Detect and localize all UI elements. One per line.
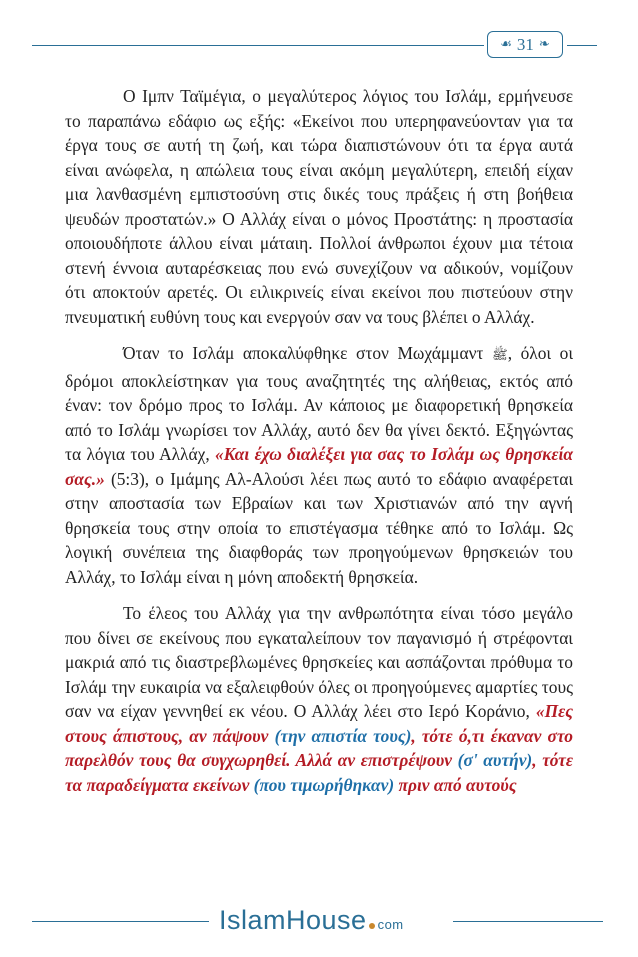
footer-rule-right xyxy=(453,921,603,922)
footer xyxy=(0,903,638,943)
paragraph-2-text: (5:3), ο Ιμάμης Αλ-Αλούσι λέει πως αυτό το εδάφιο αναφέρεται στην αποστασία των Εβραίων και των Χριστιανών από την αγνή θρησκεία τους στην οποία το επιστέγασμα τέθηκε από το Ισλάμ. Ως λογική συνέπεια της διαφθοράς των προηγούμενων θρησκειών του Αλλάχ, το Ισλάμ είναι η μόνη αποδεκτή θρησκεία. xyxy=(65,468,573,587)
footer-rule-left xyxy=(32,921,209,922)
header-rule-right xyxy=(567,45,597,46)
quote-clarification: (σ' αυτήν) xyxy=(457,750,533,770)
page-number: 31 xyxy=(516,34,534,54)
paragraph-1: Ο Ιμπν Ταϊμέγια, ο μεγαλύτερος λόγιος του Ισλάμ, ερμήνευσε το παραπάνω εδάφιο ως εξής: «Εκείνοι που υπερηφανεύονταν για τα έργα τους σε αυτή τη ζωή, και τώρα διαπιστώνουν ότι τα έργα αυτά είναι ανώφελα, η απώλεια τους είναι ακόμη μεγαλύτερη, επειδή είχαν μια λανθασμένη εμπιστοσύνη στις δικές τους πράξεις ή στη βοήθεια ψευδών προστατών.» Ο Αλλάχ είναι ο μόνος Προστάτης: η προστασία οποιουδήποτε άλλου είναι μάταιη. Πολλοί άνθρωποι έχουν μια τέτοια στενή έννοια αυταρέσκειας που ενώ συνεχίζουν να αδικούν, νομίζουν ότι αποκτούν αρετές. Οι ειλικρινείς είναι εκείνοι που πιστεύουν στην πνευματική ευθύνη τους και ενεργούν σαν να τους βλέπει ο Αλλάχ. xyxy=(65,86,573,327)
islamhouse-logo xyxy=(219,905,404,936)
quote-clarification: (την απιστία τους) xyxy=(274,725,412,746)
paragraph-2 xyxy=(65,341,573,589)
page-number-box xyxy=(487,31,563,58)
quran-quote: , τότε τα παραδείγματα εκείνων xyxy=(65,750,573,795)
quran-quote: πριν από αυτούς xyxy=(394,774,517,795)
ornament-right-icon: ❧ xyxy=(538,37,550,52)
quran-quote: «Και έχω διαλέξει για σας το Ισλάμ ως θρησκεία σας.» xyxy=(65,444,574,489)
logo-suffix: com xyxy=(377,917,404,932)
paragraph-2-text: , όλοι οι δρόμοι αποκλείστηκαν για τους αναζητητές της αλήθειας, εκτός από έναν: τον δρόμο προς το Ισλάμ. Αν κάποιος με διαφορετική θρησκεία από το Ισλάμ γνωρίσει τον Αλλάχ, αυτό δεν θα γίνει δεκτό. Εξηγώντας τα λόγια του Αλλάχ, xyxy=(65,343,574,464)
quote-clarification: (που τιμωρήθηκαν) xyxy=(253,774,395,795)
paragraph-3 xyxy=(65,601,573,797)
ornament-left-icon: ☙ xyxy=(500,37,512,52)
paragraph-2-text: Όταν το Ισλάμ αποκαλύφθηκε στον Μωχάμμαντ xyxy=(123,343,492,363)
logo-dot-icon xyxy=(369,923,375,929)
body-text xyxy=(65,84,573,809)
quran-quote: «Πες στους άπιστους, αν πάψουν xyxy=(65,701,573,746)
logo-text: IslamHouse xyxy=(219,905,367,935)
header-rule-left xyxy=(32,45,484,46)
quran-quote: , τότε ό,τι έκαναν στο παρελθόν τους θα συγχωρηθεί. Αλλά αν επιστρέψουν xyxy=(65,725,573,770)
paragraph-3-text: Το έλεος του Αλλάχ για την ανθρωπότητα είναι τόσο μεγάλο που δίνει σε εκείνους που εγκαταλείπουν τον παγανισμό ή στρέφονται μακριά από τις διαστρεβλωμένες θρησκείες και ασπάζονται πρόθυμα το Ισλάμ την ευκαιρία να εξαλειφθούν όλες οι προηγούμενες αμαρτίες τους σαν να είχαν γεννηθεί εκ νέου. Ο Αλλάχ λέει στο Ιερό Κοράνιο, xyxy=(65,603,573,721)
pbuh-icon: ﷺ xyxy=(491,348,508,363)
